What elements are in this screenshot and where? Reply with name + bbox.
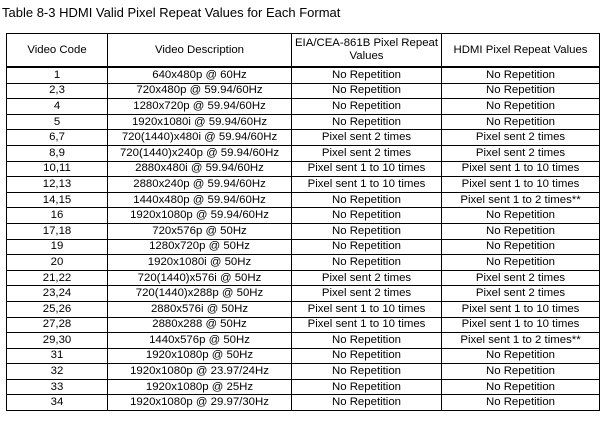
cell-hdmi-repeat: Pixel sent 1 to 10 times	[442, 317, 600, 333]
cell-hdmi-repeat: Pixel sent 1 to 10 times	[442, 177, 600, 193]
cell-video-description: 1280x720p @ 59.94/60Hz	[108, 99, 292, 115]
cell-eia-cea-repeat: Pixel sent 1 to 10 times	[292, 317, 442, 333]
cell-hdmi-repeat: Pixel sent 2 times	[442, 286, 600, 302]
cell-hdmi-repeat: Pixel sent 1 to 10 times	[442, 161, 600, 177]
cell-eia-cea-repeat: No Repetition	[292, 208, 442, 224]
table-row	[7, 223, 600, 239]
cell-video-code: 34	[7, 395, 108, 411]
cell-video-code: 25,26	[7, 301, 108, 317]
cell-hdmi-repeat: No Repetition	[442, 83, 600, 99]
cell-video-code: 8,9	[7, 145, 108, 161]
cell-hdmi-repeat: No Repetition	[442, 364, 600, 380]
table-row	[7, 348, 600, 364]
cell-video-description: 2880x240p @ 59.94/60Hz	[108, 177, 292, 193]
cell-hdmi-repeat: No Repetition	[442, 239, 600, 255]
cell-video-description: 2880x288 @ 50Hz	[108, 317, 292, 333]
cell-eia-cea-repeat: Pixel sent 1 to 10 times	[292, 301, 442, 317]
cell-eia-cea-repeat: No Repetition	[292, 192, 442, 208]
table-row	[7, 177, 600, 193]
cell-eia-cea-repeat: No Repetition	[292, 395, 442, 411]
cell-eia-cea-repeat: Pixel sent 2 times	[292, 145, 442, 161]
cell-video-code: 4	[7, 99, 108, 115]
cell-hdmi-repeat: No Repetition	[442, 255, 600, 271]
cell-eia-cea-repeat: No Repetition	[292, 83, 442, 99]
cell-video-code: 17,18	[7, 223, 108, 239]
header-video-code: Video Code	[7, 34, 108, 68]
cell-video-code: 33	[7, 379, 108, 395]
cell-video-description: 720x576p @ 50Hz	[108, 223, 292, 239]
table-row	[7, 130, 600, 146]
table-row	[7, 208, 600, 224]
cell-eia-cea-repeat: No Repetition	[292, 114, 442, 130]
cell-video-code: 6,7	[7, 130, 108, 146]
cell-video-code: 12,13	[7, 177, 108, 193]
table-body	[7, 67, 600, 411]
table-row	[7, 395, 600, 411]
cell-hdmi-repeat: Pixel sent 1 to 2 times**	[442, 333, 600, 349]
cell-video-description: 720(1440)x288p @ 50Hz	[108, 286, 292, 302]
table-row	[7, 255, 600, 271]
cell-hdmi-repeat: Pixel sent 2 times	[442, 145, 600, 161]
cell-hdmi-repeat: Pixel sent 1 to 10 times	[442, 301, 600, 317]
table-row	[7, 270, 600, 286]
cell-video-code: 27,28	[7, 317, 108, 333]
cell-video-code: 23,24	[7, 286, 108, 302]
table-row	[7, 145, 600, 161]
cell-eia-cea-repeat: No Repetition	[292, 67, 442, 83]
cell-video-description: 1280x720p @ 50Hz	[108, 239, 292, 255]
table-caption: Table 8-3 HDMI Valid Pixel Repeat Values for Each Format	[2, 5, 341, 20]
cell-hdmi-repeat: Pixel sent 2 times	[442, 270, 600, 286]
cell-hdmi-repeat: No Repetition	[442, 114, 600, 130]
table-row	[7, 192, 600, 208]
header-hdmi-repeat-values: HDMI Pixel Repeat Values	[442, 34, 600, 68]
table-row	[7, 364, 600, 380]
cell-video-description: 720(1440)x576i @ 50Hz	[108, 270, 292, 286]
cell-video-description: 1920x1080i @ 59.94/60Hz	[108, 114, 292, 130]
cell-video-code: 5	[7, 114, 108, 130]
table-row	[7, 83, 600, 99]
table-row	[7, 333, 600, 349]
pixel-repeat-table	[6, 33, 600, 411]
cell-hdmi-repeat: Pixel sent 2 times	[442, 130, 600, 146]
cell-video-description: 1920x1080p @ 29.97/30Hz	[108, 395, 292, 411]
table-header	[7, 34, 600, 68]
cell-video-description: 1920x1080p @ 23.97/24Hz	[108, 364, 292, 380]
cell-eia-cea-repeat: Pixel sent 1 to 10 times	[292, 161, 442, 177]
cell-video-code: 20	[7, 255, 108, 271]
cell-video-code: 16	[7, 208, 108, 224]
cell-video-code: 14,15	[7, 192, 108, 208]
table-row	[7, 239, 600, 255]
cell-video-description: 1440x480p @ 59.94/60Hz	[108, 192, 292, 208]
cell-video-description: 640x480p @ 60Hz	[108, 67, 292, 83]
cell-hdmi-repeat: Pixel sent 1 to 2 times**	[442, 192, 600, 208]
cell-video-code: 31	[7, 348, 108, 364]
cell-video-description: 720x480p @ 59.94/60Hz	[108, 83, 292, 99]
cell-hdmi-repeat: No Repetition	[442, 99, 600, 115]
cell-eia-cea-repeat: No Repetition	[292, 239, 442, 255]
cell-video-description: 1440x576p @ 50Hz	[108, 333, 292, 349]
cell-eia-cea-repeat: No Repetition	[292, 364, 442, 380]
cell-video-description: 720(1440)x240p @ 59.94/60Hz	[108, 145, 292, 161]
cell-video-code: 10,11	[7, 161, 108, 177]
cell-eia-cea-repeat: Pixel sent 1 to 10 times	[292, 177, 442, 193]
cell-video-code: 19	[7, 239, 108, 255]
cell-eia-cea-repeat: No Repetition	[292, 348, 442, 364]
cell-video-description: 720(1440)x480i @ 59.94/60Hz	[108, 130, 292, 146]
table-row	[7, 161, 600, 177]
cell-eia-cea-repeat: Pixel sent 2 times	[292, 286, 442, 302]
header-video-description: Video Description	[108, 34, 292, 68]
header-row	[7, 34, 600, 68]
cell-video-code: 2,3	[7, 83, 108, 99]
header-eia-cea-repeat-values: EIA/CEA-861B Pixel Repeat Values	[292, 34, 442, 68]
table-row	[7, 99, 600, 115]
table-row	[7, 67, 600, 83]
table-row	[7, 379, 600, 395]
cell-hdmi-repeat: No Repetition	[442, 67, 600, 83]
cell-hdmi-repeat: No Repetition	[442, 223, 600, 239]
cell-eia-cea-repeat: No Repetition	[292, 333, 442, 349]
cell-video-description: 2880x480i @ 59.94/60Hz	[108, 161, 292, 177]
cell-video-description: 2880x576i @ 50Hz	[108, 301, 292, 317]
cell-eia-cea-repeat: No Repetition	[292, 255, 442, 271]
cell-video-code: 21,22	[7, 270, 108, 286]
cell-eia-cea-repeat: Pixel sent 2 times	[292, 130, 442, 146]
table-row	[7, 114, 600, 130]
table-row	[7, 301, 600, 317]
cell-eia-cea-repeat: No Repetition	[292, 223, 442, 239]
cell-video-description: 1920x1080p @ 59.94/60Hz	[108, 208, 292, 224]
cell-video-code: 29,30	[7, 333, 108, 349]
table-row	[7, 317, 600, 333]
cell-hdmi-repeat: No Repetition	[442, 395, 600, 411]
cell-video-description: 1920x1080p @ 25Hz	[108, 379, 292, 395]
cell-video-code: 32	[7, 364, 108, 380]
cell-hdmi-repeat: No Repetition	[442, 379, 600, 395]
table-row	[7, 286, 600, 302]
cell-eia-cea-repeat: No Repetition	[292, 379, 442, 395]
cell-eia-cea-repeat: No Repetition	[292, 99, 442, 115]
cell-video-description: 1920x1080p @ 50Hz	[108, 348, 292, 364]
cell-hdmi-repeat: No Repetition	[442, 208, 600, 224]
cell-eia-cea-repeat: Pixel sent 2 times	[292, 270, 442, 286]
cell-hdmi-repeat: No Repetition	[442, 348, 600, 364]
cell-video-description: 1920x1080i @ 50Hz	[108, 255, 292, 271]
cell-video-code: 1	[7, 67, 108, 83]
